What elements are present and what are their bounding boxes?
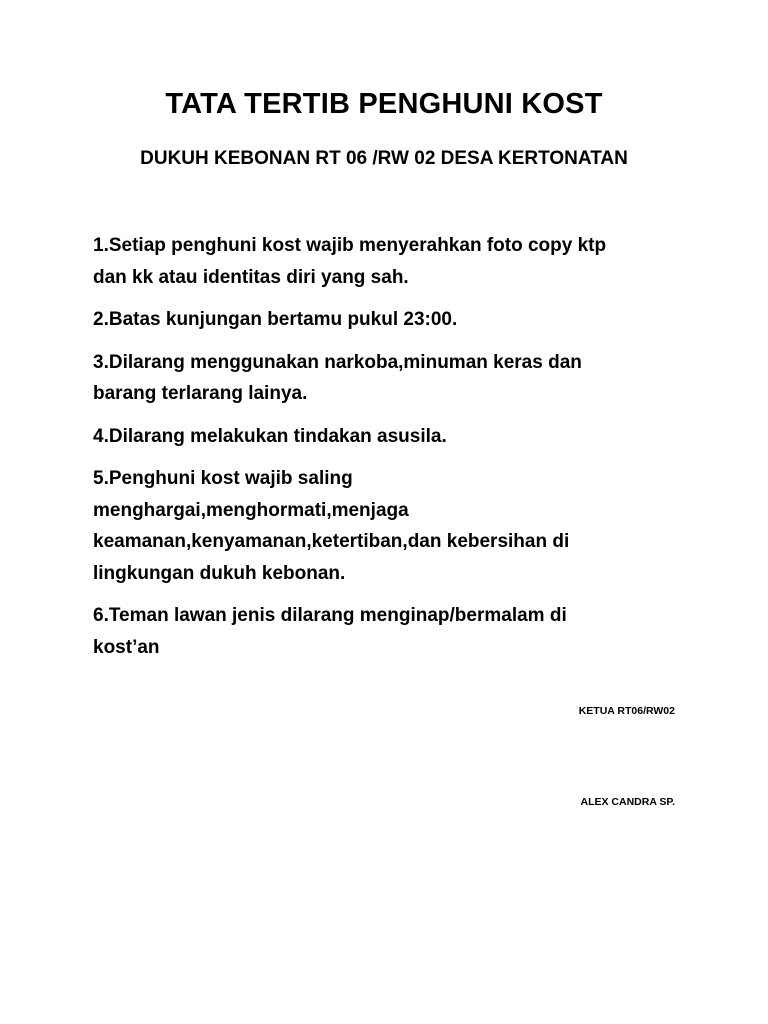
document-subtitle: DUKUH KEBONAN RT 06 /RW 02 DESA KERTONATAN bbox=[140, 148, 628, 169]
rule-item-2: 2.Batas kunjungan bertamu pukul 23:00. bbox=[93, 309, 458, 330]
rule-item-1: 1.Setiap penghuni kost wajib menyerahkan foto copy ktp dan kk atau identitas diri yang sah. bbox=[93, 235, 607, 288]
signature-name: ALEX CANDRA SP. bbox=[580, 796, 675, 808]
document-title: TATA TERTIB PENGHUNI KOST bbox=[165, 88, 603, 120]
rules-list bbox=[93, 230, 633, 674]
rule-item-6: 6.Teman lawan jenis dilarang menginap/bermalam di kost’an bbox=[93, 605, 567, 658]
signature-role: KETUA RT06/RW02 bbox=[578, 705, 675, 717]
rule-item-4: 4.Dilarang melakukan tindakan asusila. bbox=[93, 425, 447, 447]
rule-item-3: 3.Dilarang menggunakan narkoba,minuman keras dan barang terlarang lainya. bbox=[93, 351, 582, 404]
rule-item-5: 5.Penghuni kost wajib saling menghargai,menghormati,menjaga keamanan,kenyamanan,ketertiban,dan kebersihan di lingkungan dukuh kebonan. bbox=[93, 468, 570, 584]
